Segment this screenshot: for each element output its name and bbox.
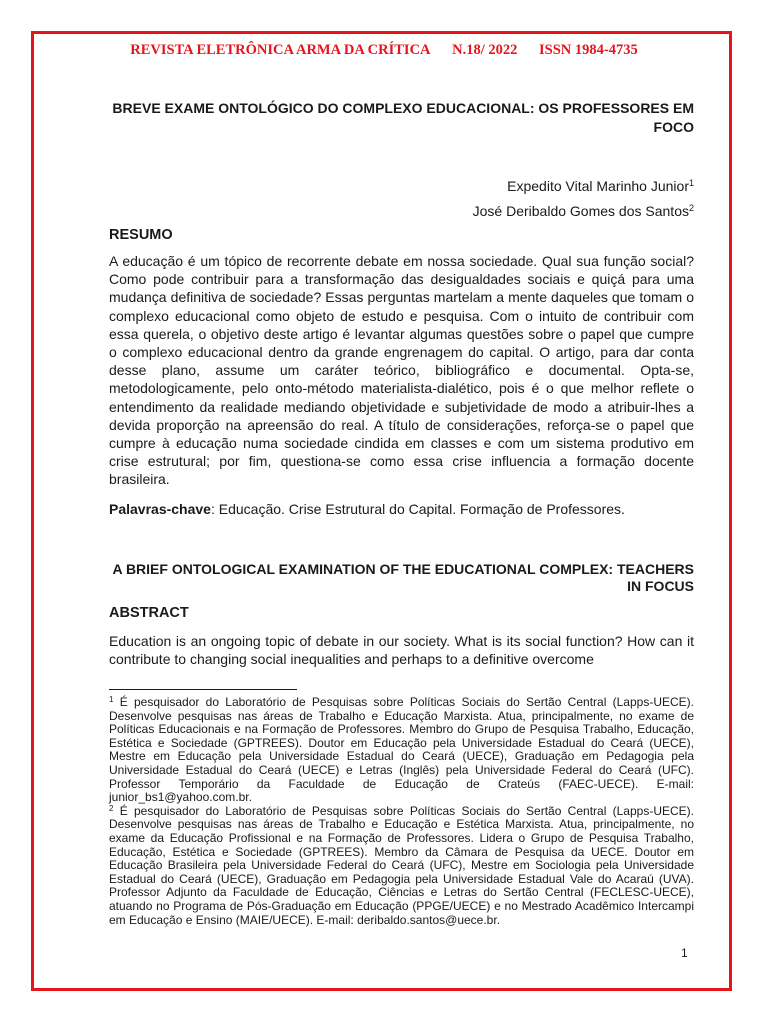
author-2 (109, 203, 694, 219)
footnote-ref[interactable]: 1 (688, 178, 694, 188)
page-number: 1 (681, 946, 688, 960)
abstract-heading: ABSTRACT (109, 605, 189, 621)
journal-issue: N.18/ 2022 (452, 42, 518, 58)
resumo-heading: RESUMO (109, 227, 173, 243)
footnote-ref[interactable]: 2 (688, 203, 694, 213)
author-name: Expedito Vital Marinho Junior (507, 178, 689, 194)
author-1 (109, 178, 694, 194)
footnote-number: 1 (109, 695, 114, 704)
author-name: José Deribaldo Gomes dos Santos (472, 203, 689, 219)
footnote-divider (109, 689, 297, 690)
article-title-english: A BRIEF ONTOLOGICAL EXAMINATION OF THE EDUCATIONAL COMPLEX: TEACHERS IN FOCUS (112, 561, 694, 594)
journal-name: REVISTA ELETRÔNICA ARMA DA CRÍTICA (130, 42, 431, 58)
article-title-portuguese: BREVE EXAME ONTOLÓGICO DO COMPLEXO EDUCACIONAL: OS PROFESSORES EM FOCO (112, 100, 694, 135)
footnote-text: É pesquisador do Laboratório de Pesquisas sobre Políticas Sociais do Sertão Central (Lapps-UECE). Desenvolve pesquisas nas áreas de Trabalho e Educação Marxista. Atua, principalmente, no exame de Políticas Educacionais e na Formação de Professores. Membro do Grupo de Pesquisa Trabalho, Educação, Estética e Sociedade (GPTREES). Doutor em Educação pela Universidade Estadual do Ceará (UECE), Mestre em Educação pela Universidade Estadual do Ceará (UECE), Graduação em Pedagogia pela Universidade Estadual do Ceará (UECE) e Letras (Inglês) pela Universidade Federal do Ceará (UFC). Professor Temporário da Faculdade de Educação de Crateús (FAEC-UECE). E-mail: junior_bs1@yahoo.com.br. (109, 695, 694, 805)
footnotes (109, 696, 694, 927)
keywords-label: Palavras-chave (109, 501, 211, 517)
footnote-number: 2 (109, 803, 114, 813)
footnote-1 (109, 696, 694, 805)
keywords (109, 501, 694, 517)
abstract-text: Education is an ongoing topic of debate in our society. What is its social function? How can it contribute to changing social inequalities and perhaps to a definitive overcome (109, 633, 694, 668)
footnote-2 (109, 805, 694, 927)
journal-issn: ISSN 1984-4735 (539, 42, 638, 58)
footnote-text: É pesquisador do Laboratório de Pesquisas sobre Políticas Sociais do Sertão Central (Lapps-UECE). Desenvolve pesquisas nas áreas de Trabalho e Educação e Estética Marxista. Atua, principalmente, no exame da Educação Profissional e na Formação de Professores. Lidera o Grupo de Pesquisa Trabalho, Educação, Estética e Sociedade (GPTREES). Membro da Câmara de Pesquisa da UECE. Doutor em Educação Brasileira pela Universidade Federal do Ceará (UFC), Mestre em Sociologia pela Universidade Estadual do Ceará (UECE), Graduação em Pedagogia pela Universidade Estadual Vale do Acaraú (UVA). Professor Adjunto da Faculdade de Educação, Ciências e Letras do Sertão Central (FECLESC-UECE), atuando no Programa de Pós-Graduação em Educação (PPGE/UECE) e no Mestrado Acadêmico Intercampi em Educação e Ensino (MAIE/UECE). E-mail: deribaldo.santos@uece.br. (109, 803, 694, 927)
keywords-text: : Educação. Crise Estrutural do Capital. Formação de Professores. (210, 501, 625, 517)
resumo-text: A educação é um tópico de recorrente debate em nossa sociedade. Qual sua função social? Como pode contribuir para a transformação das desigualdades sociais e quiçá para uma mudança definitiva de sociedade? Essas perguntas martelam a mente daqueles que tomam o complexo educacional como objeto de estudo e pesquisa. Com o intuito de contribuir com essa querela, o objetivo deste artigo é levantar algumas questões sobre o papel que cumpre o complexo educacional dentro da grande engrenagem do capital. O artigo, para dar conta desse plano, assume um caráter teórico, bibliográfico e documental. Opta-se, metodologicamente, pelo onto-método materialista-dialético, pois é o que melhor reflete o entendimento da realidade mediando objetividade e subjetividade de modo a atribuir-lhes a devida proporção na apreensão do real. A título de considerações, reforça-se o papel que cumpre à educação numa sociedade cindida em classes e com um sistema produtivo em crise estrutural; por fim, questiona-se como essa crise influencia a formação docente brasileira. (109, 253, 694, 488)
journal-header (0, 42, 768, 59)
